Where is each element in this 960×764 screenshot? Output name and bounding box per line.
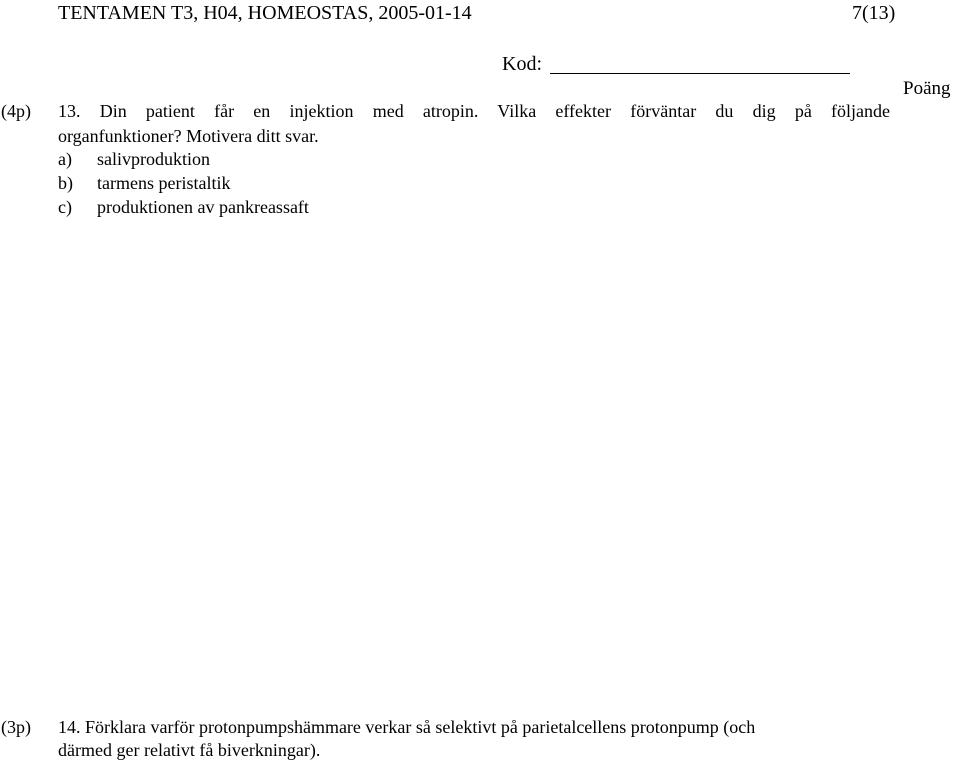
option-letter: a) <box>58 149 72 169</box>
question-text-line-1: 14. Förklara varför protonpumpshämmare verkar så selektivt på parietalcellens protonpump (och <box>58 717 756 737</box>
answer-space[interactable] <box>58 226 890 706</box>
question-text-line-2: därmed ger relativt få biverkningar). <box>58 740 321 760</box>
code-input-line[interactable] <box>550 73 850 74</box>
option-text: produktionen av pankreassaft <box>97 197 309 217</box>
points-column-label: Poäng <box>903 78 951 99</box>
option-letter: c) <box>58 197 72 217</box>
option-letter: b) <box>58 173 73 193</box>
code-label: Kod: <box>502 53 542 75</box>
question-text-line-2: organfunktioner? Motivera ditt svar. <box>58 126 319 146</box>
question-points: (3p) <box>1 717 31 737</box>
option-text: salivproduktion <box>97 149 210 169</box>
page-number: 7(13) <box>852 2 896 24</box>
question-points: (4p) <box>1 101 31 121</box>
exam-header-title: TENTAMEN T3, H04, HOMEOSTAS, 2005-01-14 <box>58 2 472 24</box>
option-text: tarmens peristaltik <box>97 173 231 193</box>
question-text-line-1: 13. Din patient får en injektion med atropin. Vilka effekter förväntar du dig på följande <box>58 101 890 121</box>
